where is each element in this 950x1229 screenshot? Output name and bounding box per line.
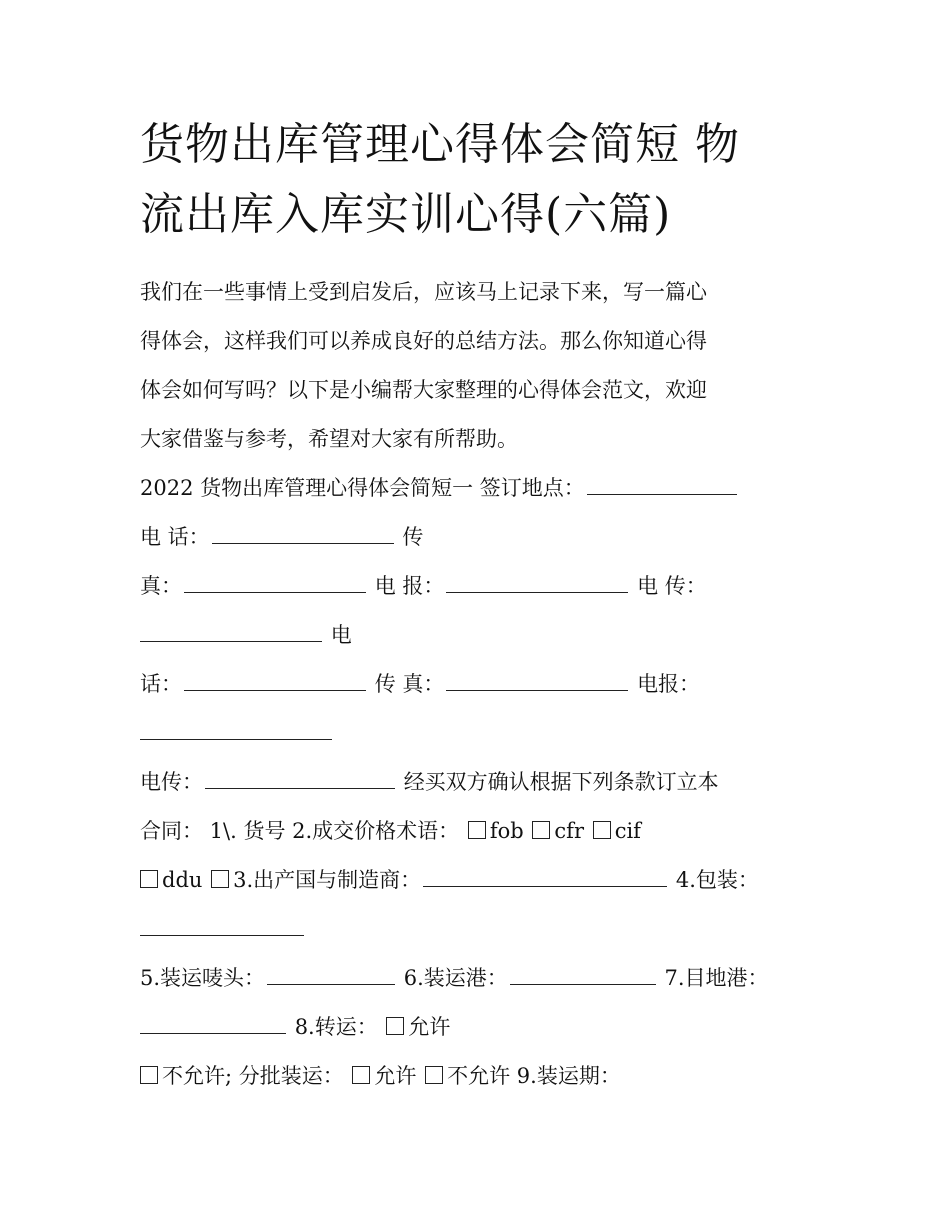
phone2-label-part: 话：	[140, 672, 182, 696]
shipping-mark-label: 5.装运唛头：	[140, 966, 266, 990]
destination-port-label: 7.目地港：	[664, 966, 769, 990]
contract-form	[140, 464, 820, 1101]
origin-blank	[423, 864, 667, 887]
cif-label: cif	[614, 819, 641, 843]
fob-label: fob	[489, 819, 524, 843]
checkbox-other-term[interactable]	[211, 870, 229, 888]
checkbox-transship-allowed[interactable]	[386, 1017, 404, 1035]
fax-blank	[184, 570, 366, 593]
signing-place-blank	[587, 472, 737, 495]
shipping-mark-blank	[267, 962, 395, 985]
intro-line: 体会如何写吗？以下是小编帮大家整理的心得体会范文，欢迎	[140, 378, 707, 402]
ddu-label: ddu	[162, 868, 203, 892]
packing-label: 4.包装：	[675, 868, 759, 892]
form-line-telex2	[140, 758, 820, 807]
fax2-blank	[446, 668, 628, 691]
form-line-origin	[140, 856, 820, 905]
document-page	[140, 110, 820, 1101]
telegram2-label: 电报：	[637, 672, 701, 696]
intro-line: 我们在一些事情上受到启发后，应该马上记录下来，写一篇心	[140, 280, 707, 304]
fax-label-part: 传	[402, 525, 424, 549]
cfr-label: cfr	[554, 819, 584, 843]
form-line-phone2	[140, 660, 820, 709]
fax2-label: 传 真：	[374, 672, 445, 696]
form-line-signing-place	[140, 464, 820, 513]
checkbox-fob[interactable]	[468, 821, 486, 839]
fax-label-part: 真：	[140, 574, 182, 598]
form-line-transshipment	[140, 1003, 820, 1052]
form-line-phone	[140, 513, 820, 562]
packing-blank	[140, 913, 304, 936]
form-line-telex-blank	[140, 611, 820, 660]
document-title	[140, 110, 820, 250]
phone-blank	[212, 521, 394, 544]
form-line-partial-shipment	[140, 1052, 820, 1101]
title-line-1: 货物出库管理心得体会简短 物	[140, 119, 740, 170]
checkbox-transship-not-allowed[interactable]	[140, 1066, 158, 1084]
signing-place-label: 2022 货物出库管理心得体会简短一 签订地点：	[140, 476, 585, 500]
partial-allowed-label: 允许	[374, 1064, 417, 1088]
loading-port-label: 6.装运港：	[403, 966, 508, 990]
intro-paragraph	[140, 268, 820, 464]
allowed-label: 允许	[408, 1015, 451, 1039]
phone2-blank	[184, 668, 366, 691]
checkbox-cif[interactable]	[593, 821, 611, 839]
contract-statement: 经买双方确认根据下列条款订立本	[403, 770, 719, 794]
loading-port-blank	[510, 962, 656, 985]
partial-shipment-label: 不允许; 分批装运：	[162, 1064, 344, 1088]
title-line-2: 流出库入库实训心得(六篇)	[140, 189, 672, 240]
telegram2-blank	[140, 717, 332, 740]
phone-label: 电 话：	[140, 525, 210, 549]
form-line-telegram2-blank	[140, 709, 820, 758]
telex-blank	[140, 619, 322, 642]
telegram-blank	[446, 570, 628, 593]
form-line-shipping	[140, 954, 820, 1003]
checkbox-partial-not-allowed[interactable]	[425, 1066, 443, 1084]
intro-line: 大家借鉴与参考，希望对大家有所帮助。	[140, 427, 518, 451]
shipment-date-label: 不允许 9.装运期：	[447, 1064, 621, 1088]
telegram-label: 电 报：	[374, 574, 445, 598]
intro-line: 得体会，这样我们可以养成良好的总结方法。那么你知道心得	[140, 329, 707, 353]
origin-label: 3.出产国与制造商：	[233, 868, 422, 892]
form-line-fax-telegram	[140, 562, 820, 611]
price-terms-label: 合同： 1\. 货号 2.成交价格术语：	[140, 819, 460, 843]
telex-label: 电 传：	[637, 574, 707, 598]
telex2-label: 电传：	[140, 770, 203, 794]
phone2-label-part: 电	[330, 623, 352, 647]
form-line-packing-blank	[140, 905, 820, 954]
checkbox-cfr[interactable]	[532, 821, 550, 839]
checkbox-ddu[interactable]	[140, 870, 158, 888]
destination-port-blank	[140, 1011, 286, 1034]
transshipment-label: 8.转运：	[294, 1015, 378, 1039]
form-line-price-terms	[140, 807, 820, 856]
checkbox-partial-allowed[interactable]	[352, 1066, 370, 1084]
telex2-blank	[205, 766, 395, 789]
